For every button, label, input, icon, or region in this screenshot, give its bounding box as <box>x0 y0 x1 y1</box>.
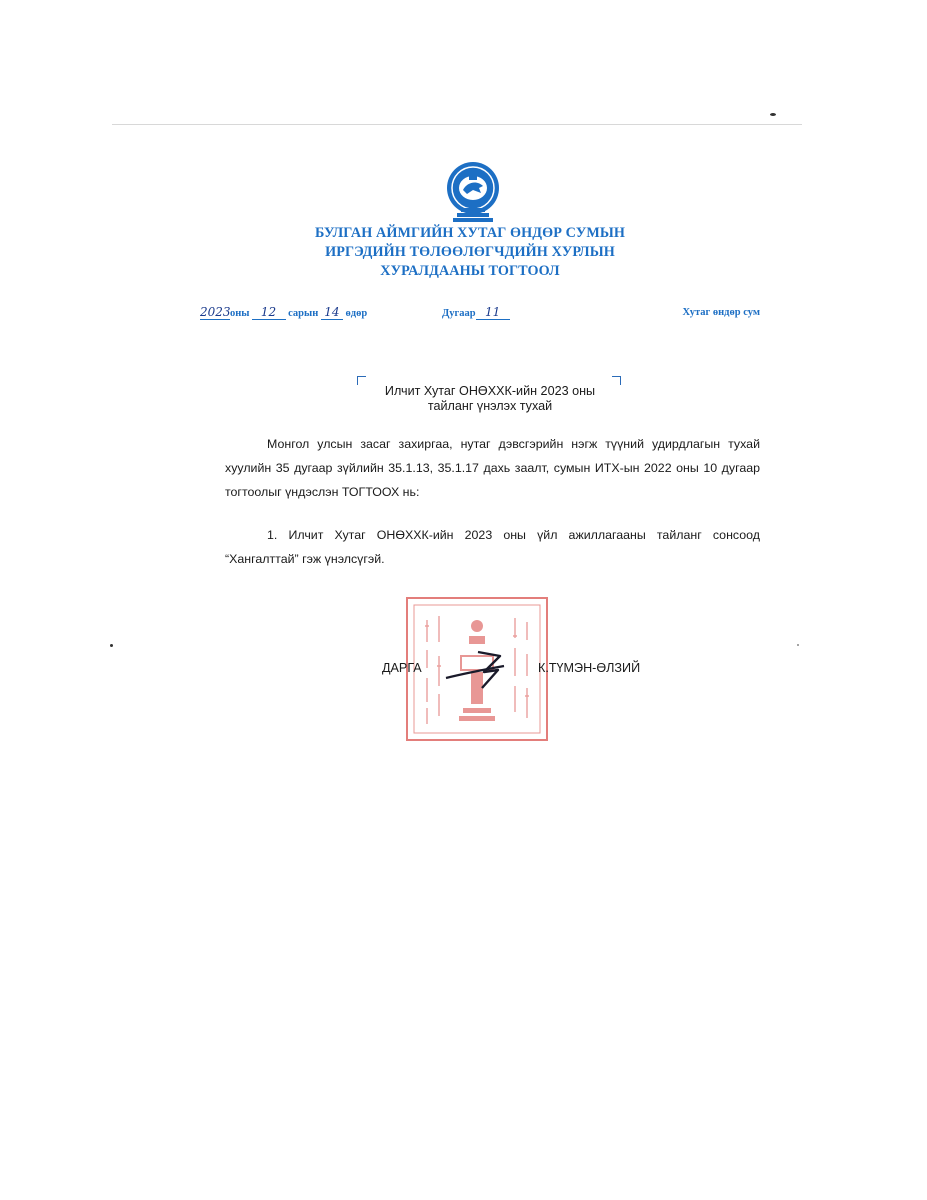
handwritten-signature-icon <box>442 648 532 690</box>
header-line-1: БУЛГАН АЙМГИЙН ХУТАГ ӨНДӨР СУМЫН <box>315 225 625 241</box>
date-row <box>200 305 760 323</box>
resolution-item-1: 1. Илчит Хутаг ОНӨХХК-ийн 2023 оны үйл ажиллагааны тайланг сонсоод “Хангалттай” гэж үнэлсүгэй. <box>225 528 760 566</box>
scan-speck <box>110 644 113 647</box>
signatory-title: ДАРГА <box>382 661 422 675</box>
document-subject <box>340 384 640 414</box>
number-field <box>442 305 510 320</box>
scan-edge-line <box>112 124 802 125</box>
document-header <box>250 224 690 281</box>
date-day: 14 <box>321 305 343 320</box>
header-line-3: ХУРАЛДААНЫ ТОГТООЛ <box>380 263 560 279</box>
number-value: 11 <box>476 305 510 320</box>
date-month: 12 <box>252 305 286 320</box>
place-label: Хутаг өндөр сум <box>682 307 760 318</box>
state-emblem-icon <box>443 160 503 224</box>
signatory-name: К.ТҮМЭН-ӨЛЗИЙ <box>538 661 641 675</box>
subject-line-1: Илчит Хутаг ОНӨХХК-ийн 2023 оны <box>384 384 596 398</box>
preamble-paragraph: Монгол улсын засаг захиргаа, нутаг дэвсгэрийн нэгж түүний удирдлагын тухай хуулийн 35 дугаар зүйлийн 35.1.13, 35.1.17 дахь заалт, сумын ИТХ-ын 2022 оны 10 дугаар тогтоолыг үндэслэн ТОГТООХ нь: <box>225 437 760 499</box>
subject-line-2: тайланг үнэлэх тухай <box>427 399 553 413</box>
date-day-suffix: өдөр <box>345 308 368 319</box>
date-year: 2023 <box>200 305 231 319</box>
scan-speck <box>797 644 799 646</box>
number-label: Дугаар <box>442 308 476 319</box>
scan-speck <box>770 113 776 116</box>
date-field <box>200 305 367 320</box>
date-year-suffix: оны <box>230 308 250 319</box>
header-line-2: ИРГЭДИЙН ТӨЛӨӨЛӨГЧДИЙН ХУРЛЫН <box>325 244 615 260</box>
date-month-suffix: сарын <box>288 308 319 319</box>
